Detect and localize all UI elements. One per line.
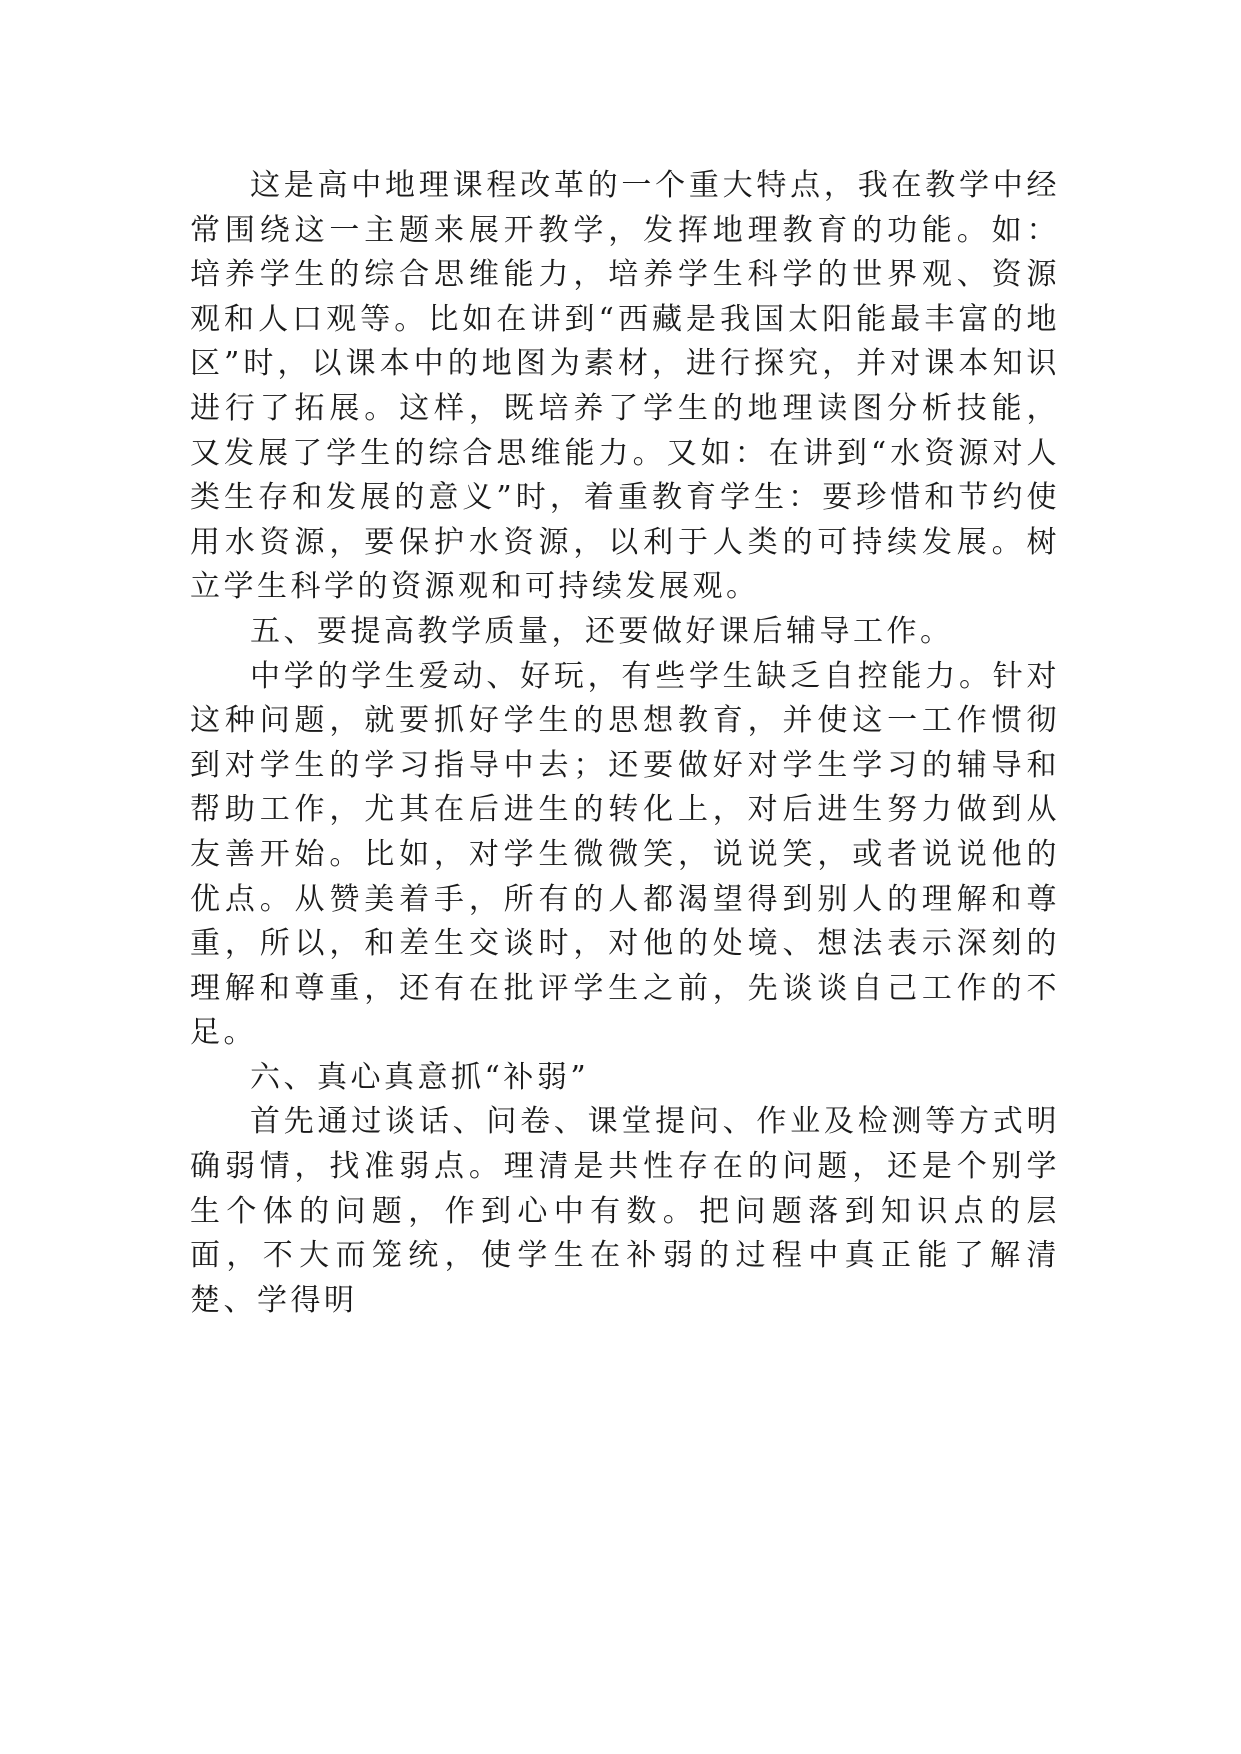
paragraph-geography-reform: 这是高中地理课程改革的一个重大特点，我在教学中经常围绕这一主题来展开教学，发挥地理教育的功能。如：培养学生的综合思维能力，培养学生科学的世界观、资源观和人口观等。比如在讲到“西藏是我国太阳能最丰富的地区”时，以课本中的地图为素材，进行探究，并对课本知识进行了拓展。这样，既培养了学生的地理读图分析技能，又发展了学生的综合思维能力。又如：在讲到“水资源对人类生存和发展的意义”时，着重教育学生：要珍惜和节约使用水资源，要保护水资源，以利于人类的可持续发展。树立学生科学的资源观和可持续发展观。: [190, 168, 1060, 605]
paragraph-identify-weakness: 首先通过谈话、问卷、课堂提问、作业及检测等方式明确弱情，找准弱点。理清是共性存在的问题，还是个别学生个体的问题，作到心中有数。把问题落到知识点的层面，不大而笼统，使学生在补弱的过程中真正能了解清楚、学得明: [190, 1104, 1060, 1318]
heading-after-class-tutoring: 五、要提高教学质量，还要做好课后辅导工作。: [250, 613, 954, 649]
document-body: [190, 164, 1060, 1323]
paragraph-student-guidance: 中学的学生爱动、好玩，有些学生缺乏自控能力。针对这种问题，就要抓好学生的思想教育，并使这一工作惯彻到对学生的学习指导中去；还要做好对学生学习的辅导和帮助工作，尤其在后进生的转化上，对后进生努力做到从友善开始。比如，对学生微微笑，说说笑，或者说说他的优点。从赞美着手，所有的人都渴望得到别人的理解和尊重，所以，和差生交谈时，对他的处境、想法表示深刻的理解和尊重，还有在批评学生之前，先谈谈自己工作的不足。: [190, 658, 1060, 1051]
heading-remedial-work: 六、真心真意抓“补弱”: [250, 1059, 590, 1095]
